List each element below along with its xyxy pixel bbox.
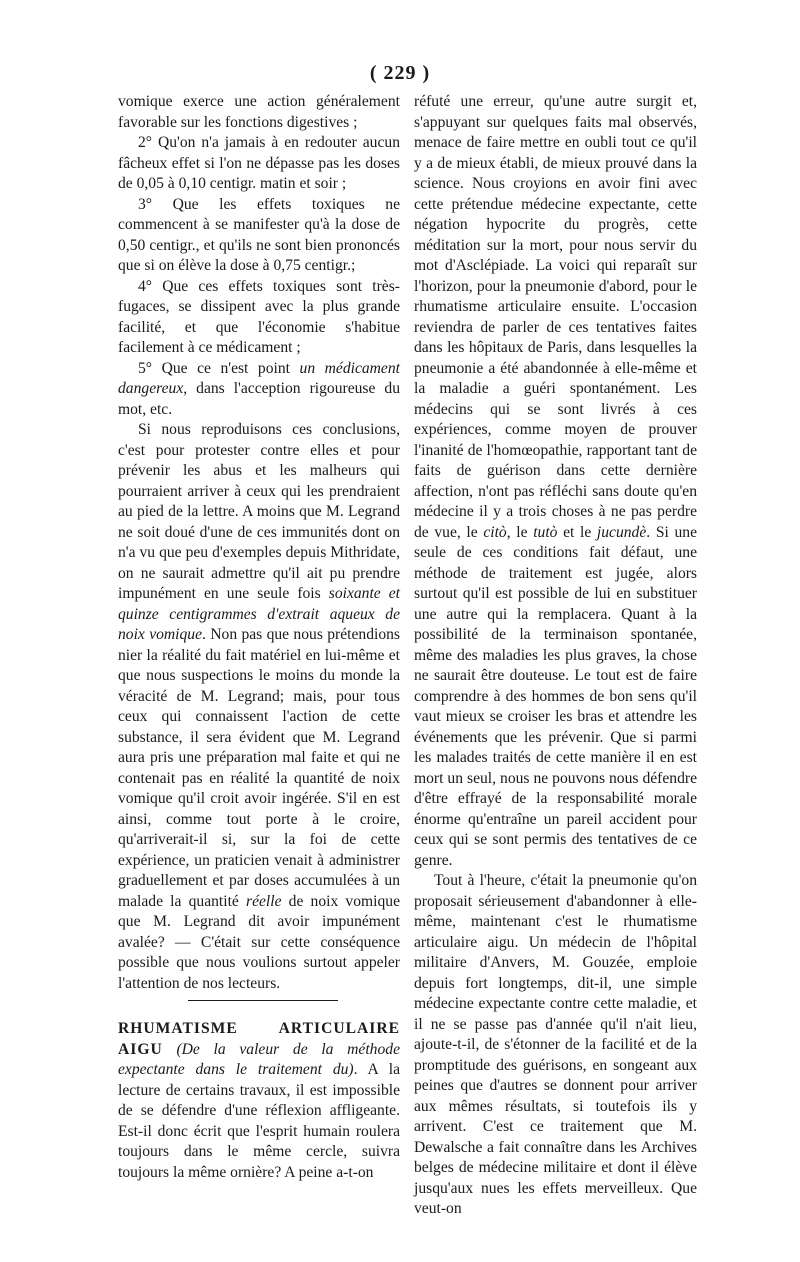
italic-text: tutò (533, 523, 558, 541)
section-title: RHUMATISME ARTICULAIRE AIGU (118, 1020, 400, 1058)
section-heading-paragraph (118, 1019, 400, 1183)
left-column (118, 92, 400, 1183)
paragraph: vomique exerce une action généralement favorable sur les fonctions digestives ; (118, 93, 400, 131)
text-run: de noix vomique que M. Legrand dit avoir impunément avalée? — C'était sur cette conséquence possible que nous voulions surtout appeler l'attention de nos lecteurs. (118, 892, 400, 992)
italic-text: réelle (246, 892, 282, 910)
text-run: . Si une seule de ces conditions fait défaut, une méthode de traitement est jugée, alors surtout qu'il est possible de lui en substituer une autre qui la remplacera. Quant à la possibilité de la terminaison spontanée, même des maladies les plus graves, la chose ne saurait être douteuse. Le tout est de faire comprendre à des hommes de bon sens qu'il vaut mieux se croiser les bras et attendre les événements que les prévenir. Que si parmi les malades traités de cette manière il en est mort un seul, nous ne pouvons nous défendre d'être effrayé de la responsabilité morale énorme qu'entraîne un pareil accident pour ceux qui se sont permis des tentatives de ce genre. (414, 523, 697, 869)
text-run: et le (557, 523, 597, 541)
paragraph: Tout à l'heure, c'était la pneumonie qu'on proposait sérieusement d'abandonner à elle-même, maintenant c'est le rhumatisme articulaire aigu. Un médecin de l'hôpital militaire d'Anvers, M. Gouzée, emploie depuis fort longtemps, dit-il, une simple médecine expectante contre cette maladie, et il ne se passe pas d'année qu'il n'ait lieu, ajoute-t-il, de s'étonner de la facilité et de la promptitude des guérisons, en songeant aux peines que d'autres se donnent pour arriver aux mêmes résultats, si toutefois ils y arrivent. C'est ce traitement que M. Dewalsche a fait connaître dans les Archives belges de médecine militaire et dont il élève jusqu'aux nues les effets merveilleux. Que veut-on (414, 872, 697, 1217)
text-run: réfuté une erreur, qu'une autre surgit et, s'appuyant sur quelques faits mal observés, menace de faire mettre en oubli tout ce qu'il y a de mieux établi, de mieux prouvé dans la science. Nous croyions en avoir fini avec cette prétendue médecine expectante, cette négation hypocrite du progrès, cette méditation sur la mort, pour nous servir du mot d'Asclépiade. La voici qui reparaît sur l'horizon, pour la pneumonie d'abord, pour le rhumatisme articulaire ensuite. L'occasion reviendra de parler de ces tentatives faites dans les hôpitaux de Paris, dans lesquelles la pneumonie a été abandonnée à elle-même et la maladie a guéri spontanément. Les médecins qui se sont livrés à ces expériences, comme moyen de prouver l'inanité de l'homœopathie, rapportant tant de faits de guérison dans cette dernière affection, n'ont pas réfléchi sans doute qu'en médecine il y a trois choses à ne pas perdre de vue, le (414, 93, 697, 541)
italic-text: jucundè (596, 523, 647, 541)
paragraph (414, 92, 697, 871)
text-run: . Non pas que nous prétendions nier la réalité du fait matériel en lui-même et que nous suspections le moins du monde la véracité de M. Legrand; mais, pour tous ceux qui connaissent l'action de cette substance, il sera évident que M. Legrand aura pris une préparation mal faite et qui ne contenait pas en réalité la quantité de noix vomique qu'il croit avoir ingérée. S'il en est ainsi, comme tout porte à le croire, qu'arriverait-il si, sur la foi de cette expérience, un praticien venait à administrer graduellement et par doses accumulées à un malade la quantité (118, 626, 400, 910)
text-run: Si nous reproduisons ces conclusions, c'est pour protester contre elles et pour prévenir les abus et les malheurs qui pourraient arriver à ceux qui les prendraient au pied de la lettre. A moins que M. Legrand ne soit doué d'une de ces immunités dont on n'a vu que peu d'exemples depuis Mithridate, on ne saurait admettre qu'il ait pu prendre impunément en une seule fois (118, 421, 400, 602)
paragraph: 2° Qu'on n'a jamais à en redouter aucun fâcheux effet si l'on ne dépasse pas les doses de 0,05 à 0,10 centigr. matin et soir ; (118, 134, 400, 192)
page-number: ( 229 ) (369, 62, 431, 84)
text-run: , le (506, 523, 534, 541)
italic-text: un médicament dangereux (118, 359, 400, 397)
italic-text: citò (483, 523, 507, 541)
text-run: . A la lecture de certains travaux, il est impossible de se défendre d'une réflexion affligeante. Est-il donc écrit que l'esprit humain roulera toujours dans le même cercle, suivra toujours la même ornière? A peine a-t-on (118, 1061, 400, 1181)
section-subtitle: (De la valeur de la méthode expectante dans le traitement du) (118, 1040, 400, 1078)
right-column (414, 92, 697, 1220)
paragraph: 4° Que ces effets toxiques sont très-fugaces, se dissipent avec la plus grande facilité, et que l'économie s'habitue facilement à ce médicament ; (118, 277, 400, 356)
italic-text: soixante et quinze centigrammes d'extrait aqueux de noix vomique (118, 585, 400, 643)
paragraph (118, 359, 400, 421)
text-run: 5° Que ce n'est point (138, 359, 300, 377)
paragraph (118, 420, 400, 994)
text-run: , dans l'acception rigoureuse du mot, etc. (118, 380, 400, 418)
paragraph: 3° Que les effets toxiques ne commencent à se manifester qu'à la dose de 0,50 centigr., et qu'ils ne sont bien prononcés que si on élève la dose à 0,75 centigr.; (118, 195, 400, 274)
section-divider (188, 1000, 338, 1001)
